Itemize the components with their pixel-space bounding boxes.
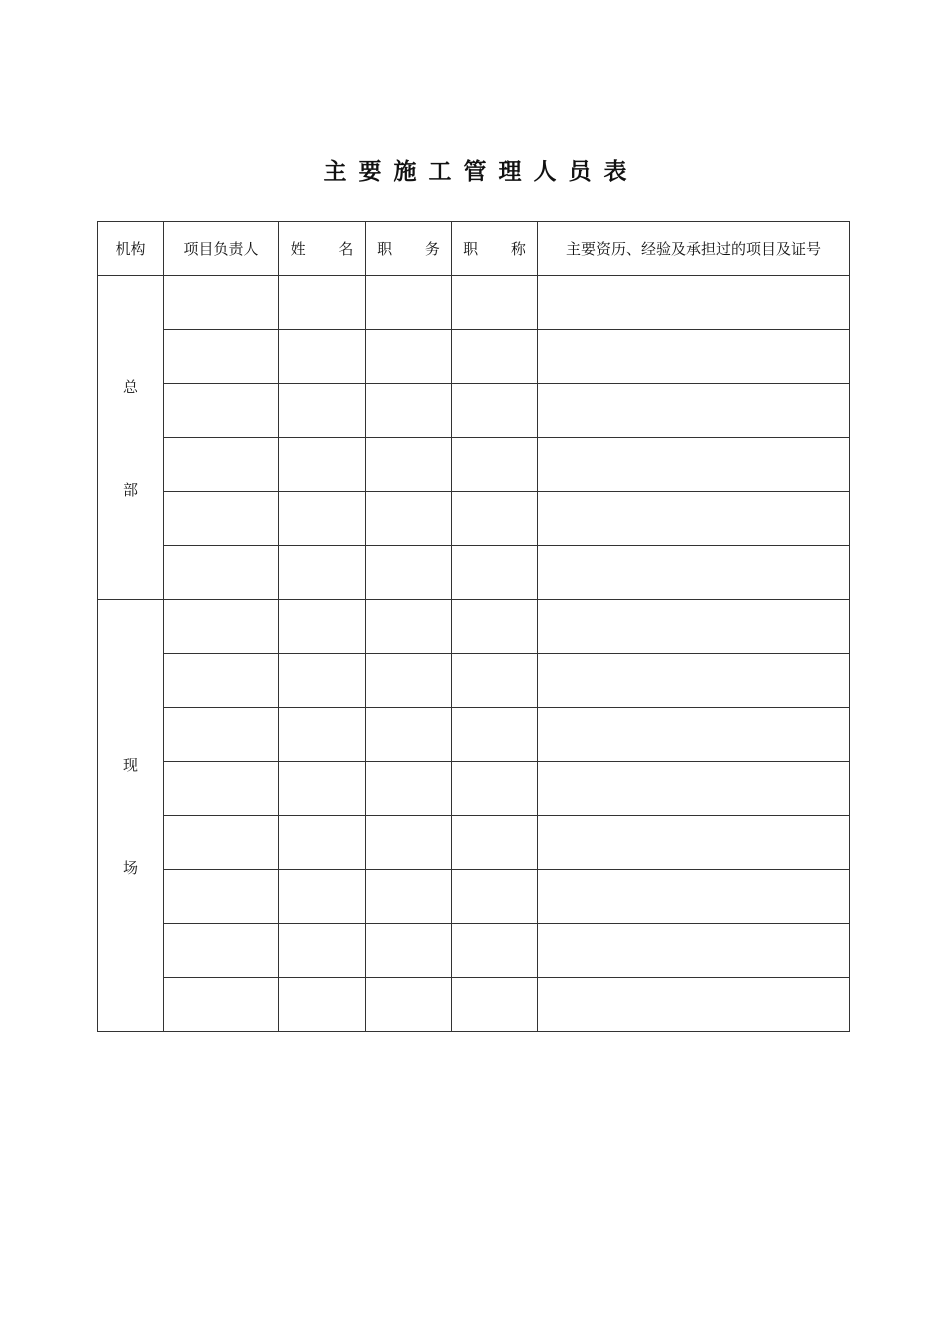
cell-project-lead[interactable] [164,330,279,384]
cell-professional-title[interactable] [452,870,538,924]
cell-experience[interactable] [538,654,850,708]
cell-position[interactable] [366,924,452,978]
cell-position[interactable] [366,978,452,1032]
cell-project-lead[interactable] [164,762,279,816]
cell-name[interactable] [279,546,366,600]
cell-experience[interactable] [538,276,850,330]
table-row [98,762,850,816]
cell-project-lead[interactable] [164,438,279,492]
table-row [98,924,850,978]
unit-group-label [98,376,163,500]
cell-name[interactable] [279,870,366,924]
unit-label-top: 总 [122,377,138,396]
header-name [279,222,366,276]
cell-project-lead[interactable] [164,654,279,708]
cell-project-lead[interactable] [164,924,279,978]
cell-name[interactable] [279,708,366,762]
cell-project-lead[interactable] [164,600,279,654]
cell-professional-title[interactable] [452,978,538,1032]
cell-experience[interactable] [538,816,850,870]
table-header-row [98,222,850,276]
cell-project-lead[interactable] [164,384,279,438]
cell-position[interactable] [366,708,452,762]
header-position-text: 职 务 [377,240,454,258]
table-row [98,546,850,600]
cell-name[interactable] [279,654,366,708]
header-project-lead: 项目负责人 [164,222,279,276]
table-row [98,600,850,654]
table-row [98,330,850,384]
table-row [98,384,850,438]
cell-experience[interactable] [538,384,850,438]
cell-position[interactable] [366,546,452,600]
cell-position[interactable] [366,600,452,654]
cell-position[interactable] [366,870,452,924]
cell-name[interactable] [279,924,366,978]
cell-position[interactable] [366,762,452,816]
cell-professional-title[interactable] [452,546,538,600]
cell-professional-title[interactable] [452,762,538,816]
header-experience: 主要资历、经验及承担过的项目及证号 [538,222,850,276]
cell-project-lead[interactable] [164,546,279,600]
cell-experience[interactable] [538,978,850,1032]
cell-professional-title[interactable] [452,924,538,978]
cell-experience[interactable] [538,438,850,492]
table-row [98,276,850,330]
table-row [98,978,850,1032]
cell-project-lead[interactable] [164,816,279,870]
unit-group-cell [98,600,164,1032]
header-professional-title-text: 职 称 [463,240,540,258]
table-body [98,222,850,1032]
cell-name[interactable] [279,384,366,438]
cell-professional-title[interactable] [452,816,538,870]
cell-experience[interactable] [538,546,850,600]
cell-experience[interactable] [538,870,850,924]
cell-project-lead[interactable] [164,978,279,1032]
header-position [366,222,452,276]
cell-experience[interactable] [538,492,850,546]
cell-position[interactable] [366,438,452,492]
unit-label-bottom: 场 [122,858,138,877]
header-professional-title [452,222,538,276]
cell-experience[interactable] [538,708,850,762]
table-row [98,870,850,924]
cell-name[interactable] [279,276,366,330]
table-row [98,654,850,708]
unit-label-top: 现 [122,755,138,774]
cell-project-lead[interactable] [164,276,279,330]
unit-label-bottom: 部 [122,480,138,499]
cell-position[interactable] [366,276,452,330]
cell-professional-title[interactable] [452,654,538,708]
cell-project-lead[interactable] [164,708,279,762]
cell-position[interactable] [366,654,452,708]
cell-name[interactable] [279,330,366,384]
cell-position[interactable] [366,816,452,870]
cell-position[interactable] [366,384,452,438]
cell-experience[interactable] [538,600,850,654]
header-name-text: 姓 名 [290,240,368,258]
cell-professional-title[interactable] [452,330,538,384]
document-title: 主要施工管理人员表 [323,159,639,185]
cell-name[interactable] [279,816,366,870]
cell-professional-title[interactable] [452,708,538,762]
table-row [98,816,850,870]
cell-name[interactable] [279,762,366,816]
cell-experience[interactable] [538,330,850,384]
cell-name[interactable] [279,492,366,546]
cell-professional-title[interactable] [452,276,538,330]
cell-name[interactable] [279,600,366,654]
cell-name[interactable] [279,978,366,1032]
staff-table [97,221,850,1032]
cell-project-lead[interactable] [164,870,279,924]
cell-experience[interactable] [538,762,850,816]
cell-professional-title[interactable] [452,492,538,546]
cell-position[interactable] [366,492,452,546]
table-row [98,708,850,762]
unit-group-label [98,754,163,878]
cell-professional-title[interactable] [452,600,538,654]
cell-professional-title[interactable] [452,384,538,438]
cell-professional-title[interactable] [452,438,538,492]
cell-project-lead[interactable] [164,492,279,546]
header-unit: 机构 [98,222,164,276]
cell-name[interactable] [279,438,366,492]
cell-experience[interactable] [538,924,850,978]
table-row [98,492,850,546]
cell-position[interactable] [366,330,452,384]
unit-group-cell [98,276,164,600]
table-row [98,438,850,492]
